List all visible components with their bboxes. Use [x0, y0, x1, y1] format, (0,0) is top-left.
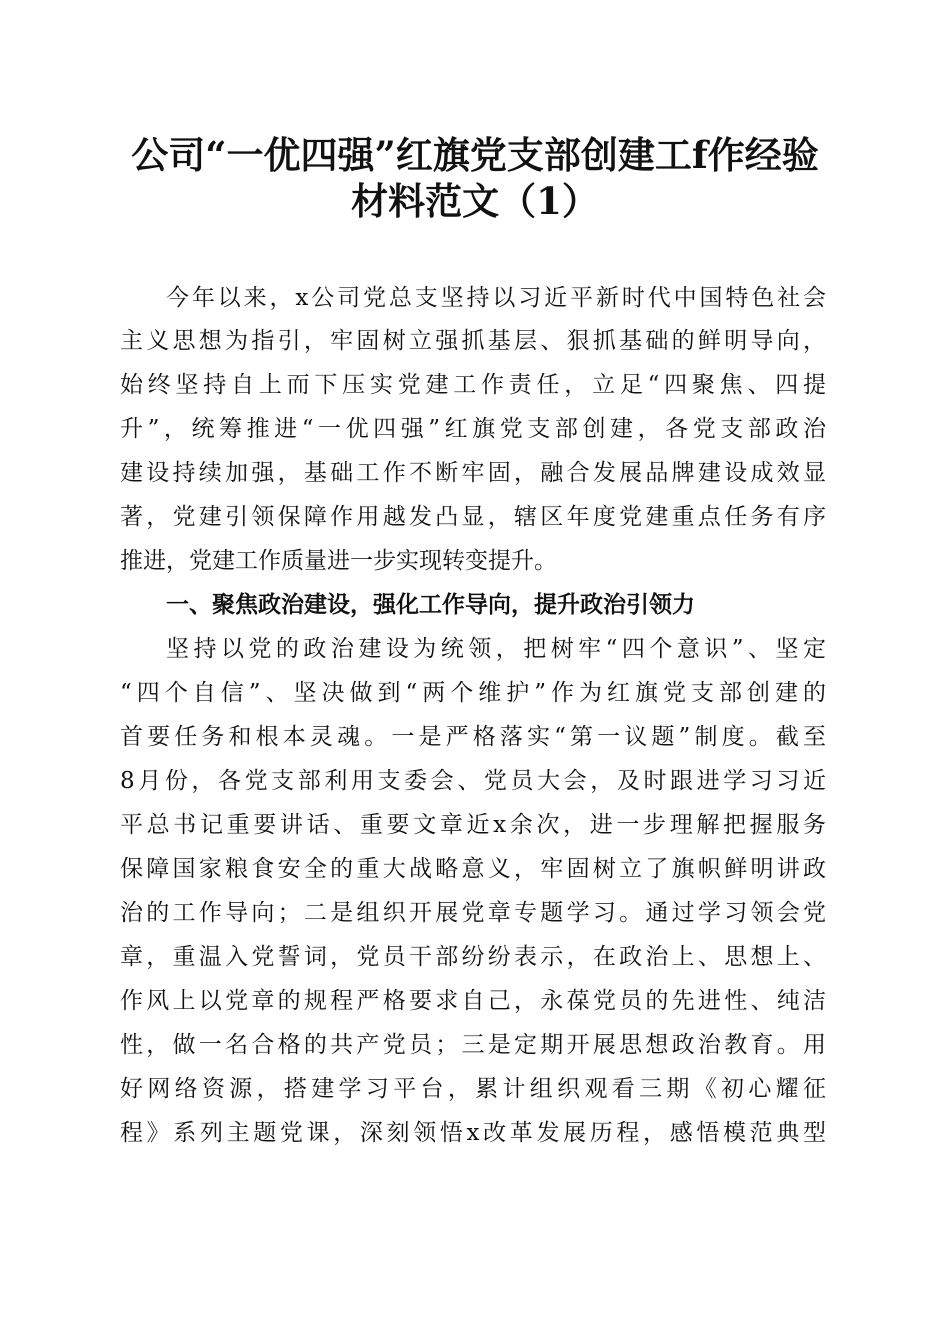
section-paragraph-line: 章，重温入党誓词，党员干部纷纷表示，在政治上、思想上、: [120, 944, 826, 970]
intro-paragraph-line: 著，党建引领保障作用越发凸显，辖区年度党建重点任务有序: [120, 504, 826, 530]
intro-paragraph-line: 今年以来，x公司党总支坚持以习近平新时代中国特色社会: [166, 285, 826, 311]
section-paragraph-line: “四个自信”、坚决做到“两个维护”作为红旗党支部创建的: [120, 680, 826, 706]
intro-paragraph-line: 始终坚持自上而下压实党建工作责任，立足“四聚焦、四提: [120, 372, 826, 398]
section-paragraph-line: 坚持以党的政治建设为统领，把树牢“四个意识”、坚定: [166, 636, 826, 662]
document-title-line-2: 材料范文（1）: [351, 179, 599, 223]
intro-paragraph-line: 升”，统筹推进“一优四强”红旗党支部创建，各党支部政治: [120, 416, 826, 442]
section-paragraph-line: 首要任务和根本灵魂。一是严格落实“第一议题”制度。截至: [120, 724, 826, 750]
section-paragraph-line: 程》系列主题党课，深刻领悟x改革发展历程，感悟模范典型: [120, 1120, 826, 1146]
section-paragraph-line: 好网络资源，搭建学习平台，累计组织观看三期《初心耀征: [120, 1076, 826, 1102]
section-paragraph-line: 平总书记重要讲话、重要文章近x余次，进一步理解把握服务: [120, 812, 826, 838]
section-paragraph-line: 性，做一名合格的共产党员；三是定期开展思想政治教育。用: [120, 1032, 826, 1058]
section-paragraph-line: 治的工作导向；二是组织开展党章专题学习。通过学习领会党: [120, 900, 826, 926]
section-paragraph-line: 作风上以党章的规程严格要求自己，永葆党员的先进性、纯洁: [120, 988, 826, 1014]
document-title-line-1: 公司“一优四强”红旗党支部创建工f作经验: [131, 133, 819, 177]
section-paragraph-line: 8月份，各党支部利用支委会、党员大会，及时跟进学习习近: [120, 768, 826, 794]
intro-paragraph-line: 推进，党建工作质量进一步实现转变提升。: [120, 548, 557, 574]
section-heading: 一、聚焦政治建设，强化工作导向，提升政治引领力: [166, 592, 695, 618]
intro-paragraph-line: 建设持续加强，基础工作不断牢固，融合发展品牌建设成效显: [120, 460, 826, 486]
section-paragraph-line: 保障国家粮食安全的重大战略意义，牢固树立了旗帜鲜明讲政: [120, 856, 826, 882]
intro-paragraph-line: 主义思想为指引，牢固树立强抓基层、狠抓基础的鲜明导向，: [120, 328, 826, 354]
